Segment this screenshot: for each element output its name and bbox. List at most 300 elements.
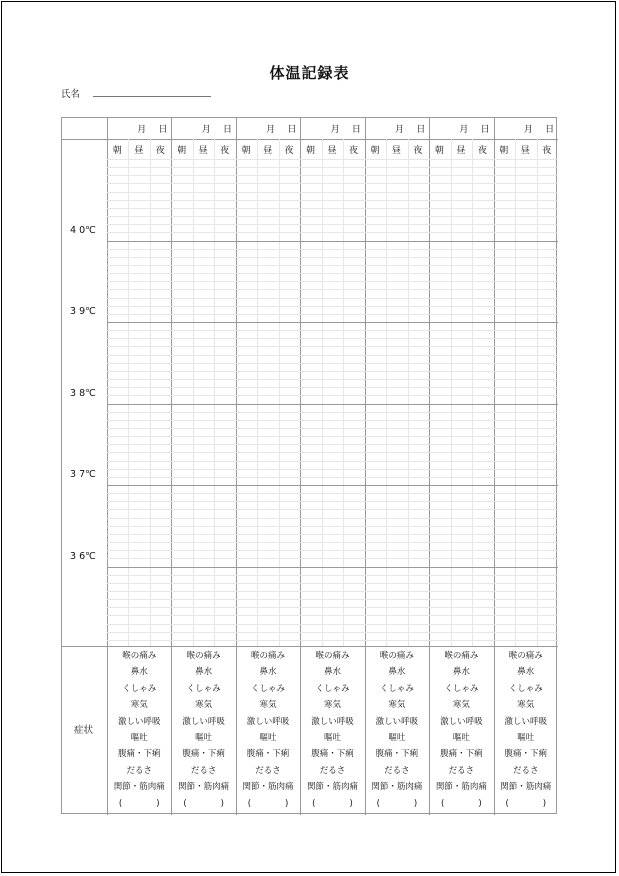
temperature-grid-line	[365, 469, 429, 470]
symptom-item[interactable]: ( )	[247, 798, 289, 809]
temperature-major-line	[107, 404, 171, 405]
temperature-major-line	[300, 241, 364, 242]
day-label: 日	[416, 125, 426, 135]
temperature-label: 4 0℃	[70, 224, 96, 236]
temperature-grid-line	[236, 493, 300, 494]
temperature-grid-line	[429, 469, 493, 470]
symptom-item[interactable]: 激しい呼吸	[375, 716, 419, 727]
temperature-grid-line	[171, 224, 235, 225]
temperature-grid-line	[494, 501, 558, 502]
temperature-grid-line	[300, 599, 364, 600]
temperature-grid-line	[494, 281, 558, 282]
symptom-item[interactable]: 腹痛・下痢	[504, 749, 548, 760]
temperature-grid-line	[300, 192, 364, 193]
temperature-grid-line	[107, 265, 171, 266]
temperature-grid-line	[429, 509, 493, 510]
temperature-grid-line	[171, 232, 235, 233]
temperature-grid-line	[429, 395, 493, 396]
temperature-grid-line	[300, 346, 364, 347]
temperature-grid-line	[236, 379, 300, 380]
temperature-grid-line	[365, 534, 429, 535]
temperature-grid-line	[300, 501, 364, 502]
temperature-label: 3 9℃	[70, 306, 96, 317]
temperature-grid-line	[365, 501, 429, 502]
temperature-grid-line	[365, 314, 429, 315]
symptom-item[interactable]: 喉の痛み	[444, 651, 479, 661]
time-label: 昼	[263, 146, 273, 156]
temperature-grid-line	[429, 558, 493, 559]
time-subcolumn-line	[257, 139, 258, 646]
day-column-divider	[236, 118, 237, 815]
temperature-grid-line	[107, 420, 171, 421]
temperature-grid-line	[300, 265, 364, 266]
time-label: 夜	[477, 146, 487, 156]
symptom-item[interactable]: だるさ	[319, 765, 346, 776]
time-label: 朝	[370, 146, 380, 156]
temperature-grid-line	[236, 632, 300, 633]
temperature-grid-line	[107, 355, 171, 356]
symptom-item[interactable]: ( )	[312, 798, 353, 809]
symptom-item[interactable]: ( )	[118, 798, 160, 809]
time-label: 朝	[306, 146, 316, 156]
temperature-major-line	[107, 322, 171, 323]
temperature-grid-line	[107, 208, 171, 209]
temperature-grid-line	[171, 346, 235, 347]
temperature-grid-line	[365, 338, 429, 339]
temperature-grid-line	[107, 289, 171, 290]
temperature-grid-line	[300, 420, 364, 421]
temperature-grid-line	[365, 200, 429, 201]
temperature-grid-line	[429, 289, 493, 290]
temperature-grid-line	[365, 232, 429, 233]
symptom-item[interactable]: くしゃみ	[251, 683, 286, 694]
time-label: 昼	[327, 146, 337, 156]
temperature-grid-line	[365, 412, 429, 413]
temperature-grid-line	[236, 640, 300, 641]
temperature-grid-line	[365, 192, 429, 193]
symptom-item[interactable]: だるさ	[126, 765, 152, 776]
temperature-grid-line	[494, 346, 558, 347]
symptom-item[interactable]: 嘔吐	[130, 733, 148, 743]
temperature-grid-line	[365, 428, 429, 429]
temperature-major-line	[300, 404, 364, 405]
temperature-grid-line	[171, 558, 235, 559]
temperature-grid-line	[429, 632, 493, 633]
temperature-grid-line	[300, 558, 364, 559]
temperature-grid-line	[494, 591, 558, 592]
symptom-item[interactable]: 関節・筋肉痛	[500, 782, 552, 793]
temperature-grid-line	[236, 167, 300, 168]
symptom-item[interactable]: 関節・筋肉痛	[242, 782, 294, 793]
temperature-grid-line	[494, 175, 558, 176]
symptom-item[interactable]: 腹痛・下痢	[440, 749, 483, 760]
temperature-grid-line	[365, 330, 429, 331]
symptom-item[interactable]: くしゃみ	[122, 683, 157, 694]
symptom-item[interactable]: 激しい呼吸	[182, 716, 225, 727]
temperature-grid-line	[300, 387, 364, 388]
time-subcolumn-line	[515, 139, 516, 646]
temperature-grid-line	[171, 615, 235, 616]
temperature-grid-line	[107, 591, 171, 592]
symptom-item[interactable]: 腹痛・下痢	[117, 749, 161, 760]
temperature-grid-line	[236, 624, 300, 625]
symptom-item[interactable]: 喉の痛み	[315, 651, 350, 661]
symptom-item[interactable]: ( )	[376, 798, 418, 809]
temperature-grid-line	[494, 249, 558, 250]
temperature-grid-line	[494, 330, 558, 331]
time-subcolumn-line	[150, 139, 151, 646]
temperature-grid-line	[300, 183, 364, 184]
time-row-line	[171, 159, 235, 160]
symptom-item[interactable]: 腹痛・下痢	[182, 749, 225, 760]
temperature-grid-line	[171, 330, 235, 331]
temperature-grid-line	[365, 558, 429, 559]
symptom-item[interactable]: 寒気	[452, 700, 470, 711]
temperature-grid-line	[236, 395, 300, 396]
time-row-line	[107, 159, 171, 160]
temperature-grid-line	[107, 346, 171, 347]
temperature-grid-line	[300, 550, 364, 551]
time-label: 朝	[177, 146, 187, 156]
time-row-line	[236, 159, 300, 160]
temperature-grid-line	[365, 298, 429, 299]
temperature-grid-line	[300, 338, 364, 339]
symptom-item[interactable]: 関節・筋肉痛	[371, 782, 423, 793]
day-column-divider	[429, 118, 430, 815]
time-label: 昼	[391, 146, 401, 156]
temperature-grid-line	[365, 387, 429, 388]
temperature-grid-line	[236, 575, 300, 576]
symptom-item[interactable]: 鼻水	[259, 667, 277, 678]
temperature-grid-line	[365, 224, 429, 225]
temperature-grid-line	[107, 583, 171, 584]
time-subcolumn-line	[537, 139, 538, 646]
temperature-grid-line	[494, 558, 558, 559]
temperature-grid-line	[107, 550, 171, 551]
temperature-grid-line	[300, 314, 364, 315]
temperature-grid-line	[107, 379, 171, 380]
symptom-item[interactable]: 寒気	[323, 700, 341, 711]
temperature-grid-line	[107, 224, 171, 225]
temperature-grid-line	[107, 599, 171, 600]
symptom-item[interactable]: 嘔吐	[195, 733, 213, 743]
symptom-item[interactable]: 寒気	[517, 700, 535, 711]
temperature-grid-line	[300, 509, 364, 510]
symptom-item[interactable]: くしゃみ	[315, 683, 350, 694]
temperature-grid-line	[171, 314, 235, 315]
temperature-grid-line	[107, 461, 171, 462]
symptom-item[interactable]: 喉の痛み	[186, 651, 221, 661]
temperature-grid-line	[236, 298, 300, 299]
temperature-grid-line	[107, 249, 171, 250]
symptom-item[interactable]: 寒気	[130, 700, 148, 711]
temperature-grid-line	[300, 355, 364, 356]
temperature-grid-line	[365, 167, 429, 168]
temperature-grid-line	[365, 265, 429, 266]
temperature-grid-line	[236, 518, 300, 519]
temperature-grid-line	[365, 395, 429, 396]
temperature-grid-line	[429, 624, 493, 625]
temperature-grid-line	[365, 632, 429, 633]
temperature-grid-line	[171, 436, 235, 437]
temperature-grid-line	[236, 338, 300, 339]
temperature-grid-line	[429, 387, 493, 388]
temperature-grid-line	[107, 314, 171, 315]
temperature-grid-line	[429, 224, 493, 225]
temperature-grid-line	[107, 395, 171, 396]
temperature-grid-line	[107, 640, 171, 641]
temperature-grid-line	[236, 346, 300, 347]
temperature-grid-line	[300, 477, 364, 478]
temperature-grid-line	[365, 444, 429, 445]
temperature-grid-line	[429, 265, 493, 266]
temperature-major-line	[429, 241, 493, 242]
symptom-item[interactable]: だるさ	[448, 765, 475, 776]
symptom-item[interactable]: くしゃみ	[444, 683, 479, 694]
temperature-grid-line	[494, 632, 558, 633]
temperature-major-line	[236, 567, 300, 568]
temperature-grid-line	[107, 518, 171, 519]
name-field[interactable]	[93, 96, 211, 97]
temperature-major-line	[300, 485, 364, 486]
temperature-grid-line	[429, 355, 493, 356]
time-label: 夜	[220, 146, 230, 156]
symptom-item[interactable]: 関節・筋肉痛	[435, 782, 487, 793]
symptom-item[interactable]: 嘔吐	[452, 733, 470, 743]
symptom-divider	[62, 646, 558, 647]
temperature-grid-line	[300, 175, 364, 176]
temperature-major-line	[107, 485, 171, 486]
temperature-grid-line	[365, 452, 429, 453]
temperature-grid-line	[236, 249, 300, 250]
symptom-item[interactable]: だるさ	[190, 765, 217, 776]
symptom-item[interactable]: 嘔吐	[259, 733, 277, 743]
month-label: 月	[330, 125, 340, 135]
day-column-divider	[365, 118, 366, 815]
temperature-grid-line	[300, 640, 364, 641]
temperature-grid-line	[365, 509, 429, 510]
temperature-grid-line	[300, 412, 364, 413]
temperature-grid-line	[236, 200, 300, 201]
time-subcolumn-line	[322, 139, 323, 646]
temperature-grid-line	[429, 232, 493, 233]
temperature-major-line	[365, 404, 429, 405]
symptom-item[interactable]: 嘔吐	[323, 733, 341, 743]
temperature-grid-line	[107, 175, 171, 176]
temperature-grid-line	[365, 542, 429, 543]
temperature-grid-line	[494, 355, 558, 356]
temperature-grid-line	[107, 444, 171, 445]
temperature-grid-line	[300, 607, 364, 608]
time-label: 朝	[241, 146, 251, 156]
temperature-grid-line	[107, 183, 171, 184]
temperature-grid-line	[300, 281, 364, 282]
temperature-grid-line	[107, 200, 171, 201]
symptom-item[interactable]: 寒気	[259, 700, 277, 711]
temperature-grid-line	[494, 550, 558, 551]
temperature-grid-line	[300, 534, 364, 535]
symptom-item[interactable]: 関節・筋肉痛	[113, 782, 165, 793]
temperature-grid-line	[107, 387, 171, 388]
symptom-item[interactable]: だるさ	[513, 765, 539, 776]
temperature-grid-line	[171, 550, 235, 551]
temperature-grid-line	[236, 558, 300, 559]
symptom-item[interactable]: 寒気	[195, 700, 213, 711]
temperature-grid-line	[429, 200, 493, 201]
month-label: 月	[394, 125, 404, 135]
temperature-grid-line	[171, 452, 235, 453]
symptom-item[interactable]: くしゃみ	[186, 683, 221, 694]
temperature-grid-line	[365, 477, 429, 478]
temperature-grid-line	[494, 452, 558, 453]
temperature-grid-line	[429, 591, 493, 592]
temperature-major-line	[494, 322, 558, 323]
symptom-item[interactable]: 鼻水	[452, 667, 470, 678]
time-subcolumn-line	[408, 139, 409, 646]
temperature-grid-line	[171, 289, 235, 290]
temperature-grid-line	[494, 436, 558, 437]
temperature-label: 3 7℃	[70, 469, 96, 480]
symptom-item[interactable]: 鼻水	[195, 667, 213, 678]
symptom-item[interactable]: ( )	[441, 798, 482, 809]
temperature-grid-line	[494, 298, 558, 299]
symptom-item[interactable]: 鼻水	[323, 667, 341, 678]
month-label: 月	[201, 125, 211, 135]
day-label: 日	[351, 125, 361, 135]
temperature-grid-line	[429, 216, 493, 217]
temperature-grid-line	[236, 412, 300, 413]
temperature-grid-line	[365, 257, 429, 258]
symptom-item[interactable]: 喉の痛み	[379, 651, 414, 661]
time-subcolumn-line	[214, 139, 215, 646]
temperature-grid-line	[429, 379, 493, 380]
temperature-grid-line	[171, 412, 235, 413]
time-label: 朝	[434, 146, 444, 156]
temperature-grid-line	[494, 395, 558, 396]
symptom-item[interactable]: だるさ	[384, 765, 410, 776]
symptom-item[interactable]: 喉の痛み	[508, 651, 543, 661]
temperature-grid-line	[429, 183, 493, 184]
symptom-item[interactable]: 嘔吐	[517, 733, 535, 743]
temperature-grid-line	[236, 599, 300, 600]
temperature-grid-line	[494, 412, 558, 413]
temperature-major-line	[494, 404, 558, 405]
symptom-item[interactable]: 激しい呼吸	[246, 716, 290, 727]
time-row-line	[494, 159, 558, 160]
temperature-grid-line	[300, 615, 364, 616]
temperature-grid-line	[236, 469, 300, 470]
temperature-grid-line	[300, 216, 364, 217]
temperature-grid-line	[494, 387, 558, 388]
temperature-major-line	[300, 322, 364, 323]
temperature-grid-line	[494, 615, 558, 616]
symptom-item[interactable]: 関節・筋肉痛	[306, 782, 358, 793]
symptom-item[interactable]: 喉の痛み	[122, 651, 157, 661]
temperature-grid-line	[300, 444, 364, 445]
temperature-grid-line	[171, 387, 235, 388]
temperature-grid-line	[429, 575, 493, 576]
temperature-grid-line	[494, 192, 558, 193]
temperature-grid-line	[429, 346, 493, 347]
time-label: 昼	[456, 146, 466, 156]
symptom-item[interactable]: 激しい呼吸	[440, 716, 483, 727]
temperature-grid-line	[171, 200, 235, 201]
time-subcolumn-line	[279, 139, 280, 646]
temperature-grid-line	[171, 371, 235, 372]
label-column-divider	[107, 118, 108, 815]
symptom-item[interactable]: 寒気	[388, 700, 406, 711]
symptom-item[interactable]: 腹痛・下痢	[311, 749, 354, 760]
temperature-grid-line	[429, 330, 493, 331]
temperature-grid-line	[365, 249, 429, 250]
temperature-grid-line	[171, 420, 235, 421]
temperature-grid-line	[171, 607, 235, 608]
temperature-grid-line	[171, 298, 235, 299]
symptom-item[interactable]: 激しい呼吸	[504, 716, 548, 727]
symptom-item[interactable]: 腹痛・下痢	[375, 749, 419, 760]
symptom-item[interactable]: 鼻水	[517, 667, 535, 678]
temperature-grid-line	[365, 346, 429, 347]
temperature-grid-line	[365, 379, 429, 380]
temperature-grid-line	[429, 534, 493, 535]
time-subcolumn-line	[343, 139, 344, 646]
symptom-item[interactable]: 腹痛・下痢	[246, 749, 290, 760]
temperature-grid-line	[300, 330, 364, 331]
temperature-grid-line	[171, 461, 235, 462]
symptom-item[interactable]: 鼻水	[388, 667, 406, 678]
temperature-grid-line	[236, 452, 300, 453]
symptom-item[interactable]: くしゃみ	[508, 683, 543, 694]
symptom-item[interactable]: 関節・筋肉痛	[178, 782, 230, 793]
symptom-item[interactable]: 激しい呼吸	[311, 716, 354, 727]
temperature-grid-line	[494, 607, 558, 608]
day-label: 日	[545, 125, 555, 135]
temperature-grid-line	[494, 371, 558, 372]
temperature-grid-line	[300, 249, 364, 250]
temperature-grid-line	[429, 306, 493, 307]
temperature-grid-line	[236, 477, 300, 478]
symptom-item[interactable]: だるさ	[255, 765, 281, 776]
temperature-grid-line	[236, 583, 300, 584]
symptom-item[interactable]: ( )	[183, 798, 224, 809]
temperature-grid-line	[236, 273, 300, 274]
temperature-grid-line	[365, 575, 429, 576]
symptom-item[interactable]: 嘔吐	[388, 733, 406, 743]
temperature-grid-line	[365, 355, 429, 356]
temperature-major-line	[171, 485, 235, 486]
time-label: 朝	[112, 146, 122, 156]
temperature-grid-line	[236, 461, 300, 462]
temperature-grid-line	[236, 281, 300, 282]
temperature-grid-line	[494, 599, 558, 600]
temperature-grid-line	[300, 493, 364, 494]
time-label: 昼	[198, 146, 208, 156]
temperature-grid-line	[107, 615, 171, 616]
symptom-item[interactable]: 喉の痛み	[251, 651, 286, 661]
temperature-grid-line	[429, 167, 493, 168]
temperature-grid-line	[494, 534, 558, 535]
symptom-item[interactable]: ( )	[505, 798, 547, 809]
temperature-grid-line	[494, 542, 558, 543]
time-row-line	[300, 159, 364, 160]
temperature-grid-line	[107, 273, 171, 274]
month-label: 月	[523, 125, 533, 135]
symptom-item[interactable]: くしゃみ	[379, 683, 414, 694]
time-subcolumn-line	[193, 139, 194, 646]
symptom-item[interactable]: 鼻水	[130, 667, 148, 678]
symptom-item[interactable]: 激しい呼吸	[117, 716, 161, 727]
temperature-grid-line	[365, 591, 429, 592]
